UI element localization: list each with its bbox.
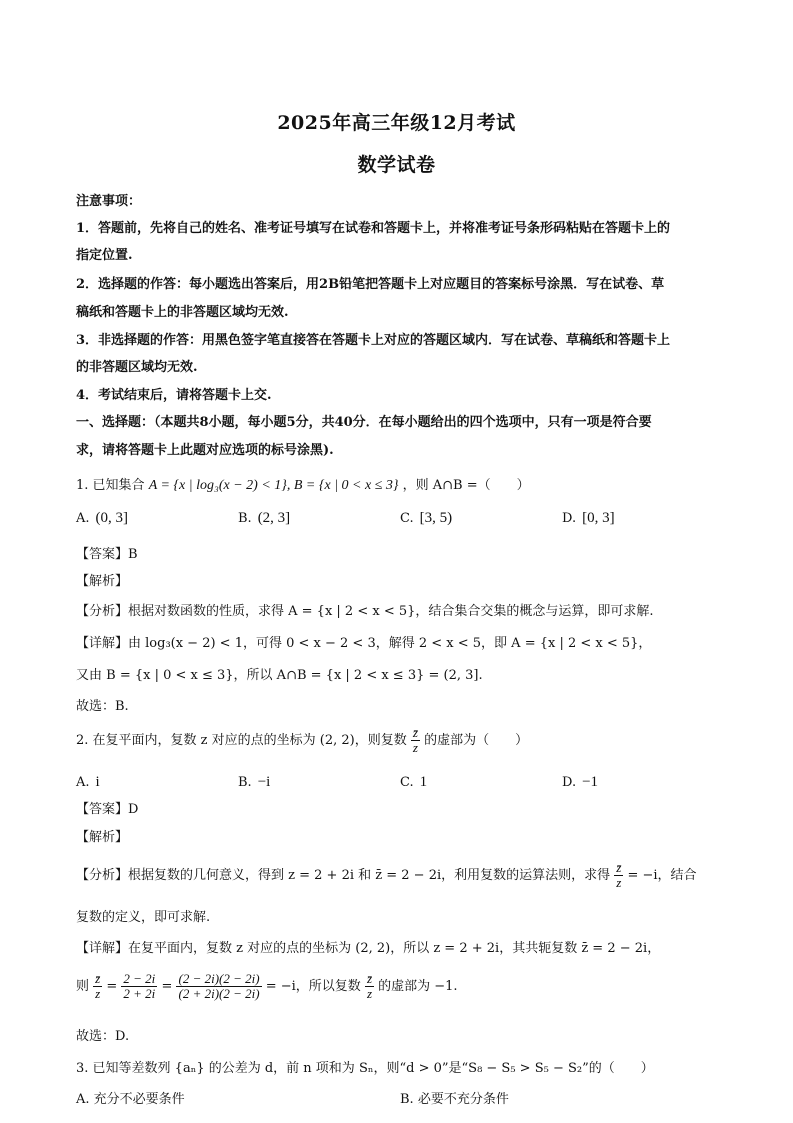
notice-item-3-line-1: 3．非选择题的作答：用黑色签字笔直接答在答题卡上对应的答题区域内．写在试卷、草稿纸和答题卡上 xyxy=(76,333,671,348)
notice-item-1-line-2: 指定位置. xyxy=(76,248,133,263)
question-1-stem xyxy=(76,474,530,494)
question-3-stem: 3. 已知等差数列 {aₙ} 的公差为 d，前 n 项和为 Sₙ，则“d > 0”是“S₈ − S₅ > S₅ − S₂”的（ ） xyxy=(76,1061,654,1076)
question-2-option-b: B. −i xyxy=(238,774,271,790)
question-2-choose: 故选：D. xyxy=(76,1029,130,1044)
notice-item-1-line-1: 1．答题前，先将自己的姓名、准考证号填写在试卷和答题卡上，并将准考证号条形码粘贴在答题卡上的 xyxy=(76,221,671,236)
question-1-analysis: 【分析】根据对数函数的性质，求得 A = {x | 2 < x < 5}，结合集合交集的概念与运算，即可求解. xyxy=(76,604,654,619)
question-2-analysis-line-1: 【分析】根据复数的几何意义，得到 z = 2 + 2i 和 z̄ = 2 − 2i，利用复数的运算法则，求得 $\frac{z̄}{z}$ = −i，结合 xyxy=(76,860,697,890)
question-1-choose: 故选：B. xyxy=(76,699,129,714)
notice-item-2-line-2: 稿纸和答题卡上的非答题区域均无效. xyxy=(76,305,289,320)
notice-item-2-line-1: 2．选择题的作答：每小题选出答案后，用2B铅笔把答题卡上对应题目的答案标号涂黑．写在试卷、草 xyxy=(76,277,665,292)
question-2-answer: 【答案】D xyxy=(76,802,139,817)
notice-item-4: 4．考试结束后，请将答题卡上交. xyxy=(76,388,272,403)
question-2-analysis-line-2: 复数的定义，即可求解. xyxy=(76,910,211,925)
question-1-analysis-heading: 【解析】 xyxy=(76,574,129,589)
question-2-analysis-fraction: $\frac{z̄}{z}$ xyxy=(616,860,622,890)
question-2-option-a: A. i xyxy=(76,774,100,790)
section-1-instructions-line-2: 求，请将答题卡上此题对应选项的标号涂黑). xyxy=(76,443,334,458)
question-1-detail-line-1: 【详解】由 log₃(x − 2) < 1，可得 0 < x − 2 < 3，解得 2 < x < 5，即 A = {x | 2 < x < 5}， xyxy=(76,636,652,651)
question-2-fraction: $\frac{z̄}{z}$ xyxy=(412,725,418,755)
question-1-option-b: B. (2, 3] xyxy=(238,510,291,526)
question-1-option-d: D. [0, 3] xyxy=(562,510,615,526)
notice-heading: 注意事项： xyxy=(76,194,142,209)
question-2-stem-suffix: 的虚部为（ ） xyxy=(424,733,529,748)
question-3-option-b: B. 必要不充分条件 xyxy=(400,1092,509,1107)
question-2-option-d: D. −1 xyxy=(562,774,599,790)
question-1-stem-suffix: ，则 A∩B =（ ） xyxy=(402,478,530,493)
question-1-stem-math: A = {x | log₃(x − 2) < 1}, B = {x | 0 < x ≤ 3} xyxy=(148,478,399,493)
question-1-option-c: C. [3, 5) xyxy=(400,510,453,526)
question-1-stem-prefix: 1. 已知集合 xyxy=(76,478,145,493)
question-1-detail-line-2: 又由 B = {x | 0 < x ≤ 3}，所以 A∩B = {x | 2 < x ≤ 3} = (2, 3]. xyxy=(76,668,483,683)
question-1-option-a: A. (0, 3] xyxy=(76,510,129,526)
section-1-instructions-line-1: 一、选择题：（本题共8小题，每小题5分，共40分．在每小题给出的四个选项中，只有一项是符合要 xyxy=(76,415,652,430)
exam-subtitle: 数学试卷 xyxy=(357,154,436,176)
question-3-option-a: A. 充分不必要条件 xyxy=(76,1092,185,1107)
question-2-detail-line-2: 则 $\frac{z̄}{z}$ = $\frac{2 - 2i}{2 + 2i}$ = $\frac{(2 - 2i)(2 - 2i)}{(2 + 2i)(2 - 2i)}$ = −i，所以复数 $\frac{z̄}{z}$ 的虚部为 −1. xyxy=(76,971,458,1001)
notice-item-3-line-2: 的非答题区域均无效. xyxy=(76,360,198,375)
question-2-stem-prefix: 2. 在复平面内，复数 z 对应的点的坐标为 (2, 2)，则复数 xyxy=(76,733,407,748)
question-2-stem xyxy=(76,726,528,755)
question-1-answer: 【答案】B xyxy=(76,547,138,562)
question-2-option-c: C. 1 xyxy=(400,774,428,790)
exam-title: 2025年高三年级12月考试 xyxy=(277,112,516,134)
question-2-analysis-heading: 【解析】 xyxy=(76,830,129,845)
question-2-detail-line-1: 【详解】在复平面内，复数 z 对应的点的坐标为 (2, 2)，所以 z = 2 + 2i，其共轭复数 z̄ = 2 − 2i， xyxy=(76,941,661,956)
